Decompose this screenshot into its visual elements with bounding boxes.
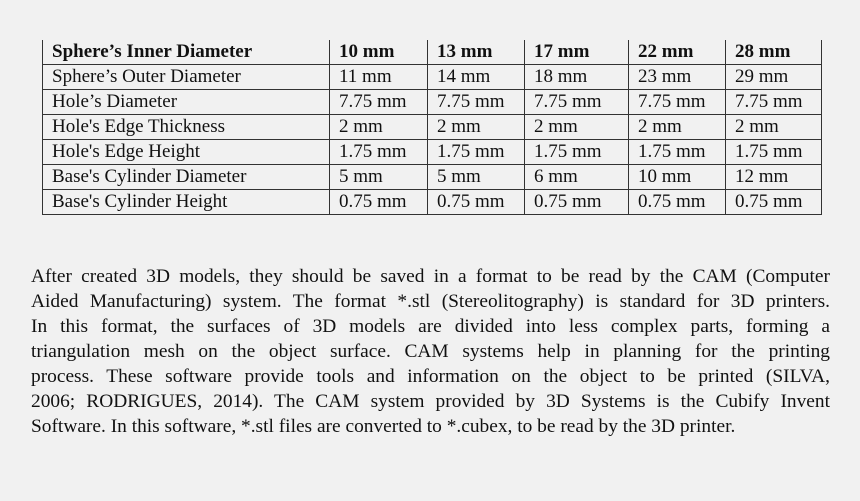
table-row <box>43 90 822 115</box>
table-cell: 1.75 mm <box>330 140 428 165</box>
header-cell: 28 mm <box>726 40 822 65</box>
table-cell: 2 mm <box>629 115 726 140</box>
table-cell: 7.75 mm <box>330 90 428 115</box>
table-cell: 10 mm <box>629 165 726 190</box>
row-label: Sphere’s Outer Diameter <box>43 65 330 90</box>
table-cell: 5 mm <box>428 165 525 190</box>
table-cell: 2 mm <box>428 115 525 140</box>
paragraph-line: Aided Manufacturing) system. The format *.stl (Stereolitography) is standard for 3D printers. <box>31 291 830 312</box>
specifications-table <box>42 40 822 215</box>
row-label: Base's Cylinder Diameter <box>43 165 330 190</box>
header-cell: 13 mm <box>428 40 525 65</box>
table-cell: 0.75 mm <box>428 190 525 215</box>
table-cell: 6 mm <box>525 165 629 190</box>
table-cell: 7.75 mm <box>726 90 822 115</box>
paragraph-line: In this format, the surfaces of 3D models are divided into less complex parts, forming a <box>31 316 830 337</box>
table-cell: 11 mm <box>330 65 428 90</box>
body-paragraph <box>31 264 830 439</box>
table-cell: 18 mm <box>525 65 629 90</box>
table-cell: 0.75 mm <box>726 190 822 215</box>
header-cell: Sphere’s Inner Diameter <box>43 40 330 65</box>
paragraph-line: process. These software provide tools and information on the object to be printed (SILVA, <box>31 366 830 387</box>
table-header-row <box>43 40 822 65</box>
table-cell: 1.75 mm <box>629 140 726 165</box>
header-cell: 17 mm <box>525 40 629 65</box>
table-row <box>43 140 822 165</box>
table-cell: 23 mm <box>629 65 726 90</box>
row-label: Hole's Edge Thickness <box>43 115 330 140</box>
table-cell: 7.75 mm <box>428 90 525 115</box>
table-cell: 29 mm <box>726 65 822 90</box>
table-cell: 2 mm <box>330 115 428 140</box>
table-cell: 1.75 mm <box>428 140 525 165</box>
paragraph-line: After created 3D models, they should be saved in a format to be read by the CAM (Computer <box>31 266 830 287</box>
table-cell: 14 mm <box>428 65 525 90</box>
table-cell: 5 mm <box>330 165 428 190</box>
table-row <box>43 190 822 215</box>
table-cell: 2 mm <box>726 115 822 140</box>
table-cell: 2 mm <box>525 115 629 140</box>
row-label: Base's Cylinder Height <box>43 190 330 215</box>
table-cell: 7.75 mm <box>629 90 726 115</box>
paragraph-line: 2006; RODRIGUES, 2014). The CAM system provided by 3D Systems is the Cubify Invent <box>31 391 830 412</box>
paragraph-line: Software. In this software, *.stl files are converted to *.cubex, to be read by the 3D printer. <box>31 416 736 437</box>
table-cell: 7.75 mm <box>525 90 629 115</box>
table-row <box>43 65 822 90</box>
table-cell: 0.75 mm <box>629 190 726 215</box>
table-cell: 1.75 mm <box>726 140 822 165</box>
row-label: Hole’s Diameter <box>43 90 330 115</box>
table-cell: 1.75 mm <box>525 140 629 165</box>
header-cell: 22 mm <box>629 40 726 65</box>
paragraph-line: triangulation mesh on the object surface. CAM systems help in planning for the printing <box>31 341 830 362</box>
table-row <box>43 165 822 190</box>
table-cell: 0.75 mm <box>525 190 629 215</box>
table-row <box>43 115 822 140</box>
table-cell: 12 mm <box>726 165 822 190</box>
row-label: Hole's Edge Height <box>43 140 330 165</box>
table-cell: 0.75 mm <box>330 190 428 215</box>
header-cell: 10 mm <box>330 40 428 65</box>
